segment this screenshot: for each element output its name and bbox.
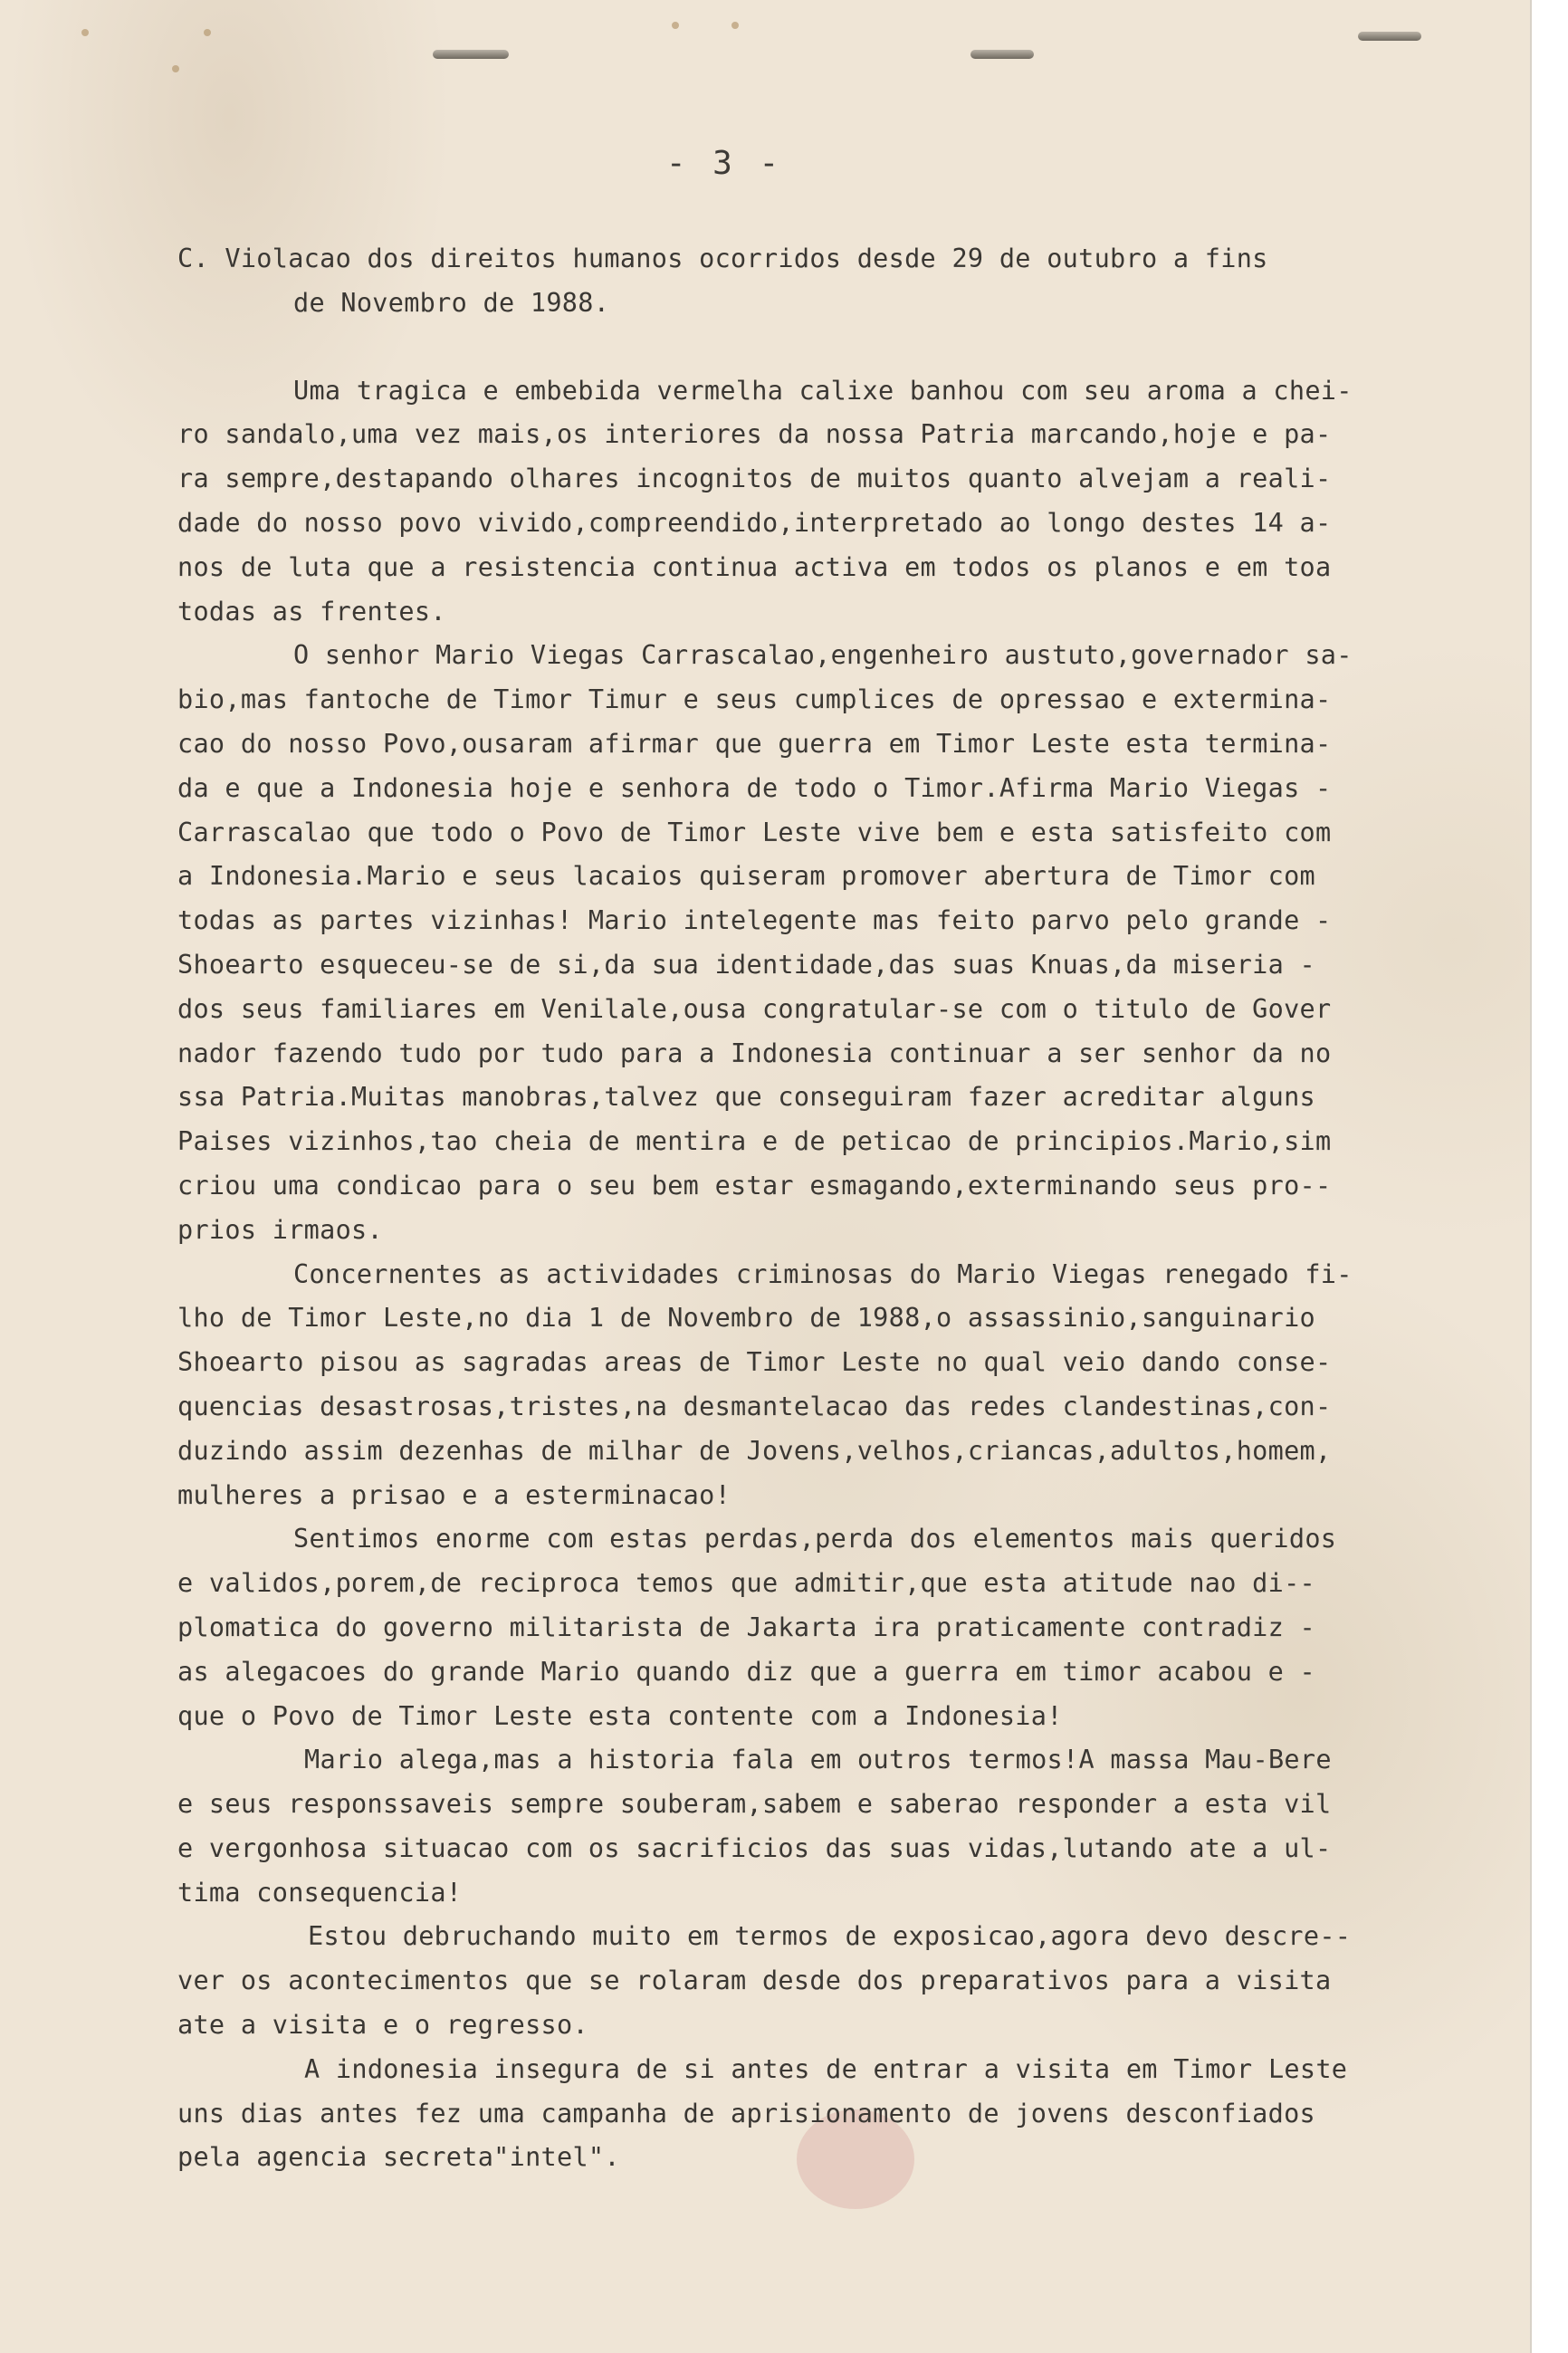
paragraph <box>177 1738 1499 1915</box>
text-line: dade do nosso povo vivido,compreendido,interpretado ao longo destes 14 a- <box>177 507 1332 538</box>
text-line: tima consequencia! <box>177 1877 463 1908</box>
punch-hole <box>81 29 89 36</box>
text-line: plomatica do governo militarista de Jakarta ira praticamente contradiz - <box>177 1612 1316 1642</box>
text-line: a Indonesia.Mario e seus lacaios quiseram promover abertura de Timor com <box>177 861 1316 892</box>
punch-hole <box>672 22 679 29</box>
text-line: todas as partes vizinhas! Mario intelegente mas feito parvo pelo grande - <box>177 905 1332 936</box>
text-line: Estou debruchando muito em termos de exposicao,agora devo descre-- <box>308 1921 1352 1952</box>
staple-mark <box>970 50 1034 59</box>
text-line: uns dias antes fez uma campanha de aprisionamento de jovens desconfiados <box>177 2098 1316 2128</box>
text-line: Shoearto pisou as sagradas areas de Timor Leste no qual veio dando conse- <box>177 1347 1332 1378</box>
text-line: ate a visita e o regresso. <box>177 2010 588 2041</box>
text-line: que o Povo de Timor Leste esta contente com a Indonesia! <box>177 1700 1063 1731</box>
paragraph <box>177 634 1499 1252</box>
text-line: criou uma condicao para o seu bem estar esmagando,exterminando seus pro-- <box>177 1170 1332 1200</box>
text-line: Shoearto esqueceu-se de si,da sua identidade,das suas Knuas,da miseria - <box>177 949 1316 980</box>
text-line: duzindo assim dezenhas de milhar de Jovens,velhos,criancas,adultos,homem, <box>177 1435 1332 1466</box>
paragraph <box>177 1915 1499 2047</box>
staple-mark <box>1358 32 1421 41</box>
text-line: ssa Patria.Muitas manobras,talvez que conseguiram fazer acreditar alguns <box>177 1082 1316 1113</box>
paragraph <box>177 1253 1499 1518</box>
text-line: Mario alega,mas a historia fala em outros termos!A massa Mau-Bere <box>304 1745 1332 1775</box>
text-line: Sentimos enorme com estas perdas,perda dos elementos mais queridos <box>293 1524 1337 1554</box>
text-line: nador fazendo tudo por tudo para a Indonesia continuar a ser senhor da no <box>177 1038 1332 1068</box>
section-heading-line: C. Violacao dos direitos humanos ocorridos desde 29 de outubro a fins <box>177 244 1268 273</box>
text-line: Paises vizinhos,tao cheia de mentira e de peticao de principios.Mario,sim <box>177 1126 1332 1157</box>
text-line: pela agencia secreta"intel". <box>177 2142 620 2173</box>
text-line: ra sempre,destapando olhares incognitos de muitos quanto alvejam a reali- <box>177 464 1332 494</box>
text-line: Concernentes as actividades criminosas do Mario Viegas renegado fi- <box>293 1258 1353 1289</box>
text-line: ro sandalo,uma vez mais,os interiores da nossa Patria marcando,hoje e pa- <box>177 419 1332 450</box>
paragraph <box>177 2048 1499 2180</box>
text-line: dos seus familiares em Venilale,ousa congratular-se com o titulo de Gover <box>177 993 1332 1024</box>
document-body <box>177 237 1499 2180</box>
text-line: quencias desastrosas,tristes,na desmantelacao das redes clandestinas,con- <box>177 1391 1332 1421</box>
text-line: O senhor Mario Viegas Carrascalao,engenheiro austuto,governador sa- <box>293 640 1353 671</box>
text-line: ver os acontecimentos que se rolaram desde dos preparativos para a visita <box>177 1966 1332 1996</box>
staple-mark <box>433 50 509 59</box>
text-line: todas as frentes. <box>177 596 446 627</box>
punch-hole <box>731 22 739 29</box>
text-line: mulheres a prisao e a esterminacao! <box>177 1479 731 1510</box>
text-line: da e que a Indonesia hoje e senhora de todo o Timor.Afirma Mario Viegas - <box>177 772 1332 803</box>
text-line: e vergonhosa situacao com os sacrificios das suas vidas,lutando ate a ul- <box>177 1832 1332 1863</box>
text-line: as alegacoes do grande Mario quando diz que a guerra em timor acabou e - <box>177 1656 1316 1687</box>
text-line: e seus responssaveis sempre souberam,sabem e saberao responder a esta vil <box>177 1789 1332 1820</box>
paragraph-list <box>177 369 1499 2181</box>
text-line: lho de Timor Leste,no dia 1 de Novembro de 1988,o assassinio,sanguinario <box>177 1303 1316 1334</box>
paragraph <box>177 1517 1499 1738</box>
text-line: A indonesia insegura de si antes de entrar a visita em Timor Leste <box>304 2053 1348 2084</box>
text-line: e validos,porem,de reciproca temos que admitir,que esta atitude nao di-- <box>177 1568 1316 1599</box>
text-line: Carrascalao que todo o Povo de Timor Leste vive bem e esta satisfeito com <box>177 817 1332 847</box>
text-line: nos de luta que a resistencia continua activa em todos os planos e em toa <box>177 551 1332 582</box>
text-line: Uma tragica e embebida vermelha calixe banhou com seu aroma a chei- <box>293 375 1353 406</box>
text-line: bio,mas fantoche de Timor Timur e seus cumplices de opressao e extermina- <box>177 684 1332 715</box>
section-heading-line: de Novembro de 1988. <box>293 287 610 318</box>
punch-hole <box>204 29 211 36</box>
text-line: prios irmaos. <box>177 1214 383 1245</box>
punch-hole <box>172 65 179 72</box>
text-line: cao do nosso Povo,ousaram afirmar que guerra em Timor Leste esta termina- <box>177 728 1332 759</box>
paragraph <box>177 369 1499 635</box>
page-number: - 3 - <box>665 145 783 182</box>
